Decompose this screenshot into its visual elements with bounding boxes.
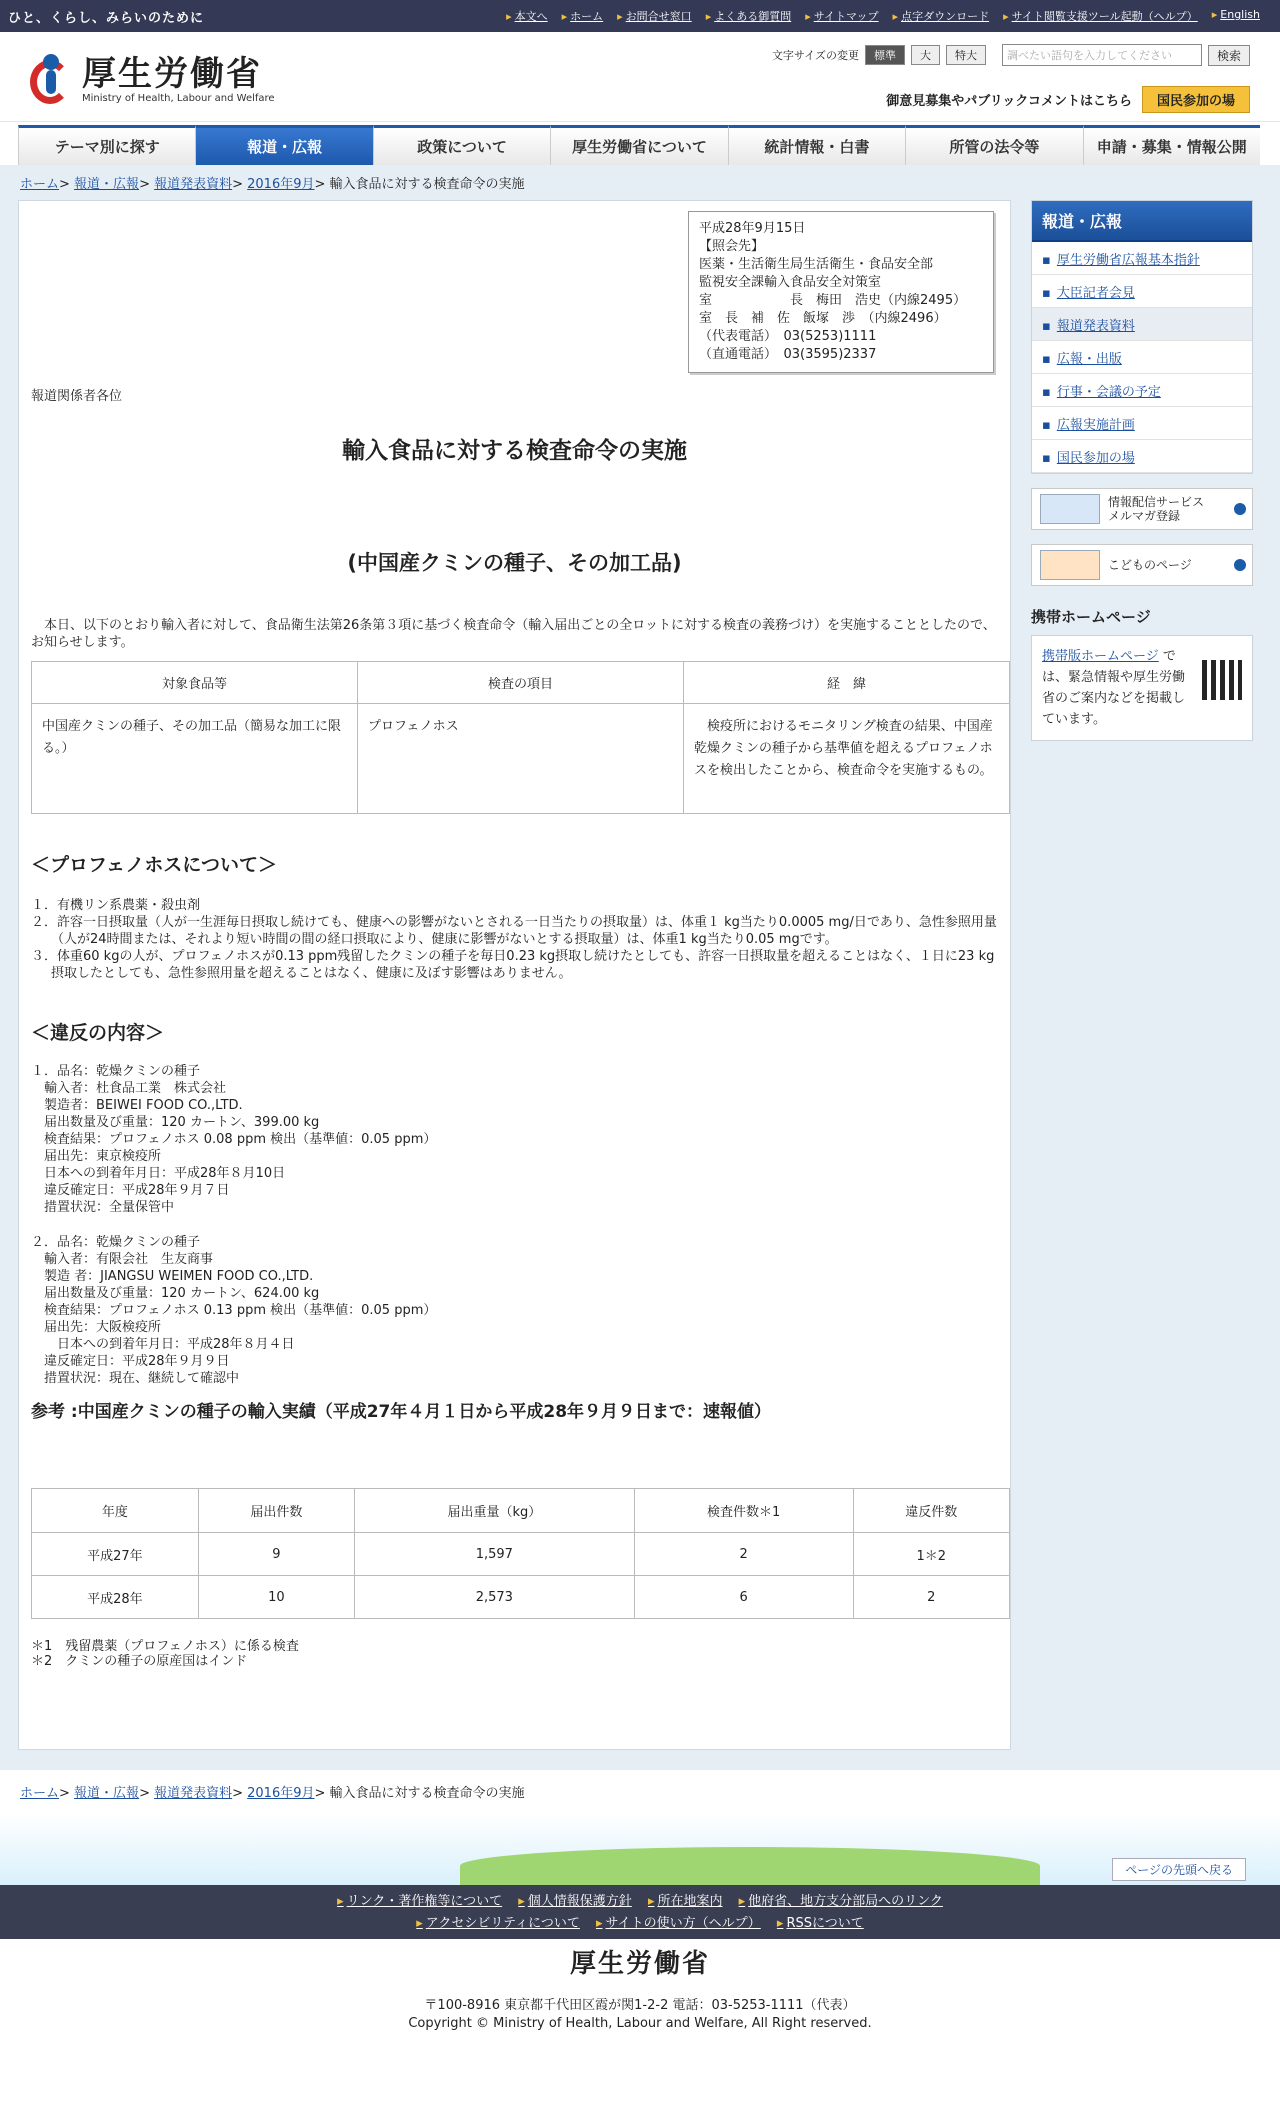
link-contact[interactable]: ▸ お問合せ窓口: [617, 8, 692, 24]
link-sitemap[interactable]: ▸ サイトマップ: [805, 8, 878, 24]
nav-policy[interactable]: 政策について: [373, 125, 550, 165]
contact-person-2: 室 長 補 佐 飯塚 渉 （内線2496）: [699, 311, 947, 326]
footer-link-rss[interactable]: ▸ RSSについて: [777, 1916, 864, 1931]
nav-laws[interactable]: 所管の法令等: [905, 125, 1082, 165]
list-item: ２．許容一日摂取量（人が一生涯毎日摂取し続けても、健康への影響がないとされる一日当たりの摂取量）は、体重１ kg当たり0.0005 mg/日であり、急性参照用量（人が24時間または、それより短い時間の間の経口摂取により、健康に影響がないとする摂取量）は、体重1 kg当たり0.05 mgです。: [31, 915, 997, 947]
header-utilities: [772, 44, 1250, 66]
link-home[interactable]: ▸ ホーム: [562, 8, 604, 24]
banner-label: 情報配信サービス メルマガ登録: [1108, 495, 1205, 523]
table-header: 違反件数: [853, 1489, 1009, 1533]
arrow-icon: [1234, 503, 1246, 515]
tagline: ひと、くらし、みらいのために: [8, 10, 205, 26]
page-subtitle: (中国産クミンの種子、その加工品): [347, 551, 682, 575]
footer-link-accessibility[interactable]: ▸ アクセシビリティについて: [416, 1916, 580, 1931]
footer-scenery: [0, 1813, 1280, 1885]
public-participation-button[interactable]: 国民参加の場: [1142, 86, 1250, 113]
footer-link-location[interactable]: ▸ 所在地案内: [648, 1894, 723, 1909]
footnote: ＊1 残留農薬（プロフェノホス）に係る検査: [31, 1639, 299, 1654]
contact-box: [688, 211, 994, 373]
breadcrumb-press[interactable]: 報道・広報: [74, 177, 140, 192]
footer: [0, 1939, 1280, 2059]
sidebar: [1031, 200, 1253, 1750]
breadcrumb-month[interactable]: 2016年9月: [247, 1786, 315, 1801]
contact-section: 監視安全課輸入食品安全対策室: [699, 275, 882, 290]
mobile-heading: 携帯ホームページ: [1031, 608, 1151, 626]
sidebar-item-pr-plan[interactable]: [1032, 407, 1252, 440]
sidebar-link[interactable]: 国民参加の場: [1056, 451, 1135, 466]
breadcrumb-current: 輸入食品に対する検査命令の実施: [329, 177, 525, 192]
mobile-text: では、緊急情報や厚生労働省のご案内などを掲載しています。: [1042, 649, 1186, 727]
main-area: [0, 200, 1280, 1770]
sidebar-item-press-releases[interactable]: [1032, 308, 1252, 341]
font-size-standard-button[interactable]: 標準: [865, 45, 905, 65]
sidebar-item-publications[interactable]: [1032, 341, 1252, 374]
contact-phone-main: （代表電話） 03(5253)1111: [699, 329, 877, 344]
sidebar-link[interactable]: 広報・出版: [1056, 352, 1122, 367]
breadcrumb-current: 輸入食品に対する検査命令の実施: [329, 1786, 525, 1801]
site-header: [0, 32, 1280, 122]
link-english[interactable]: ▸ English: [1212, 8, 1260, 24]
breadcrumb-bottom: ホーム> 報道・広報> 報道発表資料> 2016年9月> 輸入食品に対する検査命令の実施: [0, 1770, 1280, 1813]
table-header: 検査件数＊1: [634, 1489, 853, 1533]
nav-themes[interactable]: テーマ別に探す: [18, 125, 195, 165]
link-faq[interactable]: ▸ よくある御質問: [706, 8, 792, 24]
breadcrumb-month[interactable]: 2016年9月: [247, 177, 315, 192]
table-cell: 6: [634, 1576, 853, 1619]
contact-date: 平成28年9月15日: [699, 221, 806, 236]
footer-link-other-ministries[interactable]: ▸ 他府省、地方支分部局へのリンク: [739, 1894, 943, 1909]
contact-person-1: 室 長 梅田 浩史（内線2495）: [699, 293, 967, 308]
order-table: [31, 661, 1010, 814]
sidebar-item-participation[interactable]: [1032, 440, 1252, 473]
breadcrumb: ホーム> 報道・広報> 報道発表資料> 2016年9月> 輸入食品に対する検査命令の実施: [0, 165, 1280, 200]
table-cell: 検疫所におけるモニタリング検査の結果、中国産乾燥クミンの種子から基準値を超えるプロフェノホスを検出したことから、検査命令を実施するもの。: [684, 704, 1010, 814]
table-cell: 平成27年: [32, 1533, 199, 1576]
arrow-icon: [1234, 559, 1246, 571]
footnote: ＊2 クミンの種子の原産国はインド: [31, 1654, 248, 1669]
table-cell: 平成28年: [32, 1576, 199, 1619]
breadcrumb-press-releases[interactable]: 報道発表資料: [154, 1786, 233, 1801]
sidebar-heading[interactable]: 報道・広報: [1032, 201, 1252, 242]
footer-link-copyright[interactable]: ▸ リンク・著作権等について: [337, 1894, 502, 1909]
sidebar-item-events[interactable]: [1032, 374, 1252, 407]
table-row: [32, 1576, 1010, 1619]
nav-applications[interactable]: 申請・募集・情報公開: [1083, 125, 1260, 165]
table-cell: 1＊2: [853, 1533, 1009, 1576]
hill-illustration: [460, 1847, 1040, 1885]
table-row: [32, 704, 1010, 814]
mobile-site-link[interactable]: 携帯版ホームページ: [1042, 649, 1159, 664]
page-title: 輸入食品に対する検査命令の実施: [342, 438, 687, 464]
section-heading-violations: ＜違反の内容＞: [31, 1022, 165, 1044]
nav-about[interactable]: 厚生労働省について: [550, 125, 727, 165]
reference-title: 参考 :中国産クミンの種子の輸入実績（平成27年４月１日から平成28年９月９日まで：速報値）: [31, 1402, 772, 1422]
table-header: 届出重量（kg）: [355, 1489, 635, 1533]
footer-links: [0, 1885, 1280, 1939]
violation-case-2: ２．品名：乾燥クミンの種子 輸入者：有限会社 生友商事 製造 者：JIANGSU WEIMEN FOOD CO.,LTD. 届出数量及び重量：120 カートン、624.00 kg 検査結果：プロフェノホス 0.13 ppm 検出（基準値：0.05 ppm） 届出先：大阪検疫所 日本への到着年月日：平成28年８月４日 違反確定日：平成28年９月９日 措置状況：現在、継続して確認中: [31, 1235, 437, 1386]
table-cell: 中国産クミンの種子、その加工品（簡易な加工に限る。）: [32, 704, 358, 814]
kids-page-banner[interactable]: [1031, 544, 1253, 586]
logo-text-en: Ministry of Health, Labour and Welfare: [82, 92, 275, 104]
footer-copyright: Copyright © Ministry of Health, Labour and Welfare, All Right reserved.: [408, 2016, 872, 2031]
breadcrumb-press-releases[interactable]: 報道発表資料: [154, 177, 233, 192]
sidebar-link[interactable]: 報道発表資料: [1056, 319, 1135, 334]
table-header: 年度: [32, 1489, 199, 1533]
footer-address: 〒100-8916 東京都千代田区霞が関1-2-2 電話：03-5253-1111（代表）: [424, 1998, 856, 2013]
table-cell: 2,573: [355, 1576, 635, 1619]
logo-text-jp: 厚生労働省: [82, 53, 262, 94]
nav-statistics[interactable]: 統計情報・白書: [728, 125, 905, 165]
font-size-xlarge-button[interactable]: 特大: [946, 45, 986, 65]
table-header: 届出件数: [198, 1489, 354, 1533]
sidebar-link[interactable]: 大臣記者会見: [1056, 286, 1135, 301]
sidebar-link[interactable]: 行事・会議の予定: [1056, 385, 1161, 400]
link-accessibility-tool[interactable]: ▸ サイト閲覧支援ツール起動（ヘルプ）: [1003, 8, 1198, 24]
link-braille[interactable]: ▸ 点字ダウンロード: [893, 8, 990, 24]
list-item: １．有機リン系農薬・殺虫剤: [31, 898, 201, 913]
profenofos-list: [31, 897, 998, 982]
sidebar-item-press-conference[interactable]: [1032, 275, 1252, 308]
top-utility-bar: [0, 0, 1280, 32]
search-button[interactable]: 検索: [1208, 45, 1250, 66]
footnotes: [31, 1639, 998, 1669]
banner-label: こどものページ: [1108, 558, 1192, 572]
intro-text: 本日、以下のとおり輸入者に対して、食品衛生法第26条第３項に基づく検査命令（輸入届出ごとの全ロットに対する検査の義務づけ）を実施することとしたので、お知らせします。: [31, 618, 996, 650]
mail-icon: [1040, 494, 1100, 524]
font-size-large-button[interactable]: 大: [911, 45, 940, 65]
qr-code-icon: [1202, 660, 1242, 700]
sidebar-item-pr-policy[interactable]: [1032, 242, 1252, 275]
breadcrumb-home[interactable]: ホーム: [20, 177, 60, 192]
nav-press[interactable]: 報道・広報: [195, 125, 372, 165]
global-nav: [18, 125, 1260, 165]
mobile-box: [1031, 635, 1253, 741]
table-cell: 9: [198, 1533, 354, 1576]
sidebar-link[interactable]: 広報実施計画: [1056, 418, 1135, 433]
link-skip-to-content[interactable]: ▸ 本文へ: [506, 8, 548, 24]
table-header: 検査の項目: [358, 662, 684, 704]
table-cell: 1,597: [355, 1533, 635, 1576]
footer-logo[interactable]: 厚生労働省: [569, 1949, 710, 1979]
table-header: 経 緯: [684, 662, 1010, 704]
footer-link-privacy[interactable]: ▸ 個人情報保護方針: [518, 1894, 632, 1909]
site-logo[interactable]: [28, 52, 275, 106]
article-content: [18, 200, 1011, 1750]
table-cell: 2: [634, 1533, 853, 1576]
search-input[interactable]: 調べたい語句を入力してください: [1002, 44, 1202, 66]
table-header: 対象食品等: [32, 662, 358, 704]
addressee: 報道関係者各位: [31, 389, 123, 404]
contact-phone-direct: （直通電話） 03(3595)2337: [699, 347, 877, 362]
top-links: [506, 8, 1260, 24]
contact-label: 【照会先】: [699, 239, 765, 254]
sidebar-link[interactable]: 厚生労働省広報基本指針: [1056, 253, 1200, 268]
footer-link-help[interactable]: ▸ サイトの使い方（ヘルプ）: [596, 1916, 761, 1931]
table-row: [32, 1533, 1010, 1576]
mhlw-logo-icon: [28, 52, 74, 106]
violation-case-1: １．品名：乾燥クミンの種子 輸入者：杜食品工業 株式会社 製造者：BEIWEI FOOD CO.,LTD. 届出数量及び重量：120 カートン、399.00 kg 検査結果：プロフェノホス 0.08 ppm 検出（基準値：0.05 ppm） 届出先：東京検疫所 日本への到着年月日：平成28年８月10日 違反確定日：平成28年９月７日 措置状況：全量保管中: [31, 1064, 437, 1215]
table-cell: 10: [198, 1576, 354, 1619]
font-size-label: 文字サイズの変更: [771, 49, 859, 62]
breadcrumb-press[interactable]: 報道・広報: [74, 1786, 140, 1801]
breadcrumb-home[interactable]: ホーム: [20, 1786, 60, 1801]
import-record-table: [31, 1488, 1010, 1619]
opinion-text: 御意見募集やパブリックコメントはこちら: [886, 94, 1132, 109]
table-cell: 2: [853, 1576, 1009, 1619]
opinion-area: [886, 86, 1250, 113]
table-cell: プロフェノホス: [358, 704, 684, 814]
list-item: ３．体重60 kgの人が、プロフェノホスが0.13 ppm残留したクミンの種子を毎日0.23 kg摂取し続けたとしても、許容一日摂取量を超えることはなく、１日に23 kg摂取したとしても、急性参照用量を超えることはなく、健康に及ぼす影響はありません。: [31, 949, 995, 981]
contact-dept: 医薬・生活衛生局生活衛生・食品安全部: [699, 257, 934, 272]
mailmagazine-banner[interactable]: [1031, 488, 1253, 530]
sidebar-category: [1031, 200, 1253, 474]
page-top-button[interactable]: ページの先頭へ戻る: [1112, 1858, 1246, 1881]
kids-icon: [1040, 550, 1100, 580]
section-heading-profenofos: ＜プロフェノホスについて＞: [31, 854, 278, 876]
